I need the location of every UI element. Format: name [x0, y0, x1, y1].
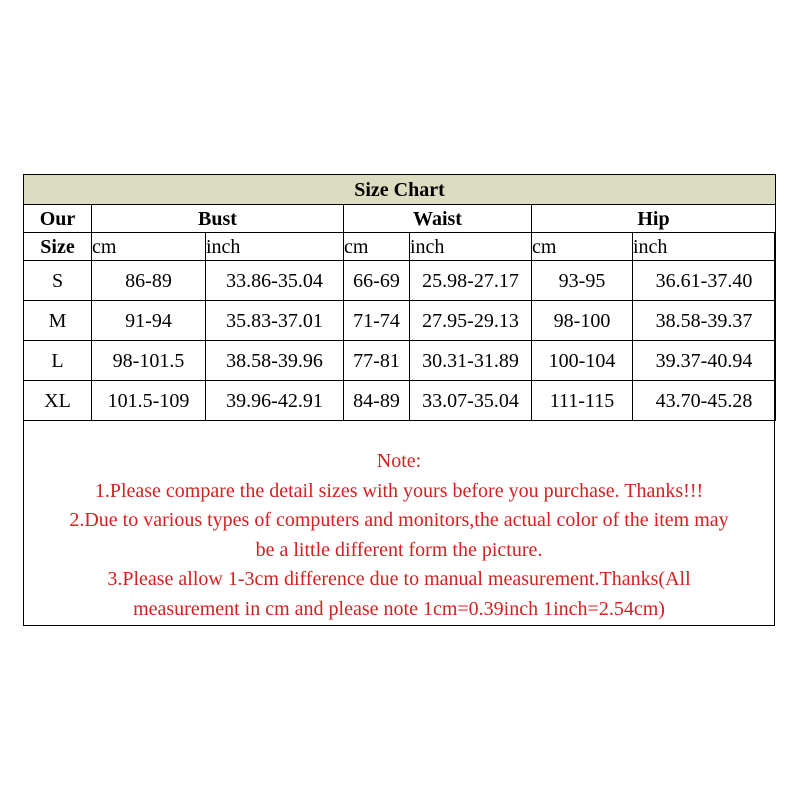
note-line-3: 3.Please allow 1-3cm difference due to manual measurement.Thanks(All — [107, 568, 691, 590]
hip-cm-cell: 98-100 — [532, 301, 633, 341]
size-label: Size — [24, 233, 92, 261]
waist-inch-cell: 33.07-35.04 — [410, 381, 532, 421]
waist-cm-cell: 84-89 — [344, 381, 410, 421]
table-row — [24, 341, 776, 381]
hip-inch-cell: 39.37-40.94 — [633, 341, 776, 381]
bust-cm-cell: 91-94 — [92, 301, 206, 341]
note-line-2b: be a little different form the picture. — [255, 538, 543, 561]
group-header-row — [24, 205, 776, 233]
size-cell: S — [24, 261, 92, 301]
hip-header: Hip — [532, 205, 776, 233]
size-cell: M — [24, 301, 92, 341]
unit-cm: cm — [92, 233, 206, 261]
unit-inch: inch — [410, 233, 532, 261]
unit-cm: cm — [532, 233, 633, 261]
size-cell: XL — [24, 381, 92, 421]
waist-cm-cell: 66-69 — [344, 261, 410, 301]
note-line-3b: measurement in cm and please note 1cm=0.39inch 1inch=2.54cm) — [133, 597, 665, 620]
bust-inch-cell: 38.58-39.96 — [206, 341, 344, 381]
our-label: Our — [24, 205, 92, 233]
waist-inch-cell: 30.31-31.89 — [410, 341, 532, 381]
unit-cm: cm — [344, 233, 410, 261]
note-title: Note: — [376, 450, 422, 472]
waist-header: Waist — [344, 205, 532, 233]
bust-cm-cell: 98-101.5 — [92, 341, 206, 381]
bust-cm-cell: 86-89 — [92, 261, 206, 301]
waist-inch-cell: 25.98-27.17 — [410, 261, 532, 301]
hip-cm-cell: 100-104 — [532, 341, 633, 381]
bust-cm-cell: 101.5-109 — [92, 381, 206, 421]
hip-cm-cell: 111-115 — [532, 381, 633, 421]
hip-cm-cell: 93-95 — [532, 261, 633, 301]
hip-inch-cell: 43.70-45.28 — [633, 381, 776, 421]
table-row — [24, 381, 776, 421]
waist-inch-cell: 27.95-29.13 — [410, 301, 532, 341]
bust-inch-cell: 33.86-35.04 — [206, 261, 344, 301]
bust-inch-cell: 35.83-37.01 — [206, 301, 344, 341]
bust-inch-cell: 39.96-42.91 — [206, 381, 344, 421]
size-chart — [23, 174, 775, 626]
notes-section — [24, 437, 774, 625]
note-line-2: 2.Due to various types of computers and monitors,the actual color of the item may — [69, 509, 729, 531]
bust-header: Bust — [92, 205, 344, 233]
title-row — [24, 175, 776, 205]
unit-header-row — [24, 233, 776, 261]
unit-inch: inch — [633, 233, 776, 261]
hip-inch-cell: 36.61-37.40 — [633, 261, 776, 301]
waist-cm-cell: 77-81 — [344, 341, 410, 381]
size-cell: L — [24, 341, 92, 381]
note-line-1: 1.Please compare the detail sizes with yours before you purchase. Thanks!!! — [94, 479, 704, 502]
hip-inch-cell: 38.58-39.37 — [633, 301, 776, 341]
table-row — [24, 301, 776, 341]
size-table — [23, 174, 776, 421]
table-row — [24, 261, 776, 301]
waist-cm-cell: 71-74 — [344, 301, 410, 341]
chart-title: Size Chart — [24, 175, 776, 205]
unit-inch: inch — [206, 233, 344, 261]
